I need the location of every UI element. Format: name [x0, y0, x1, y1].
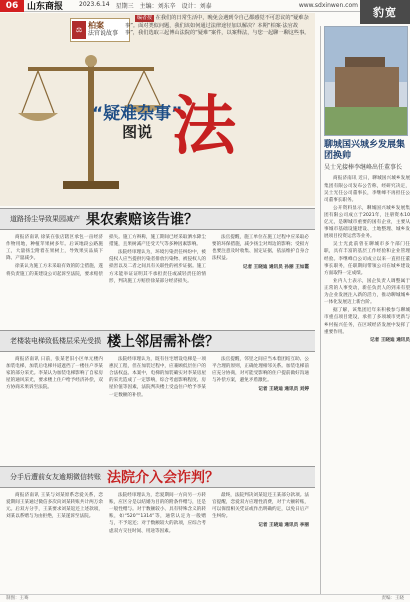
right-article-paragraph: 商报济南讯 近日，聊城国兴城乡发展集团有限公司发布公告称，经研究决定，吴士光任公司董事长，李继峰不再担任公司董事长职务。	[324, 176, 410, 203]
article-3-paragraph: 最终，法院判决刘某返还王某部分款项。法官提醒，恋爱双方应理性消费，对于大额转账，可以保留相关凭证或作出明确约定，以免日后产生纠纷。	[212, 493, 309, 520]
page-footer	[0, 594, 410, 602]
article-3-header	[0, 466, 315, 488]
column-name: 柏案	[88, 21, 104, 31]
layout-credit: 设计：刘泰	[181, 3, 212, 10]
hero-title-line2: 图说	[122, 122, 153, 141]
newspaper-name: 山东商报	[27, 2, 64, 12]
footer-left: 制图：王骞	[6, 596, 29, 601]
article-3-kicker: 分手后遭前女友逾期微信转账	[10, 473, 101, 481]
column-logo	[70, 18, 130, 42]
article-1-byline: 记者 王晓迪 通讯员 孙丽 王如霞	[242, 265, 309, 271]
article-1-headline: 果农索赔该告谁？	[86, 212, 198, 228]
article-3-body	[0, 488, 315, 592]
article-2-byline: 记者 王晓迪 通讯员 刘婷	[258, 387, 309, 393]
section-tab: 豹宽	[360, 0, 410, 24]
article-1-kicker: 道路扬尘导致果园减产	[10, 215, 80, 223]
article-2-paragraph: 法院经审理认为，既有住宅增设电梯是一项惠民工程，但在加装过程中，应兼顾低层住户的合法权益。本案中，电梯的加装确实对李某房屋的采光造成了一定影响，综合考虑影响程度、房屋价值等因素，法院判决楼上受益住户给予李某一定数额的补偿。	[109, 357, 206, 398]
article-1-paragraph: 法官提醒，施工单位在施工过程中应采取必要的环保措施，减少扬尘对周边的影响；受损方也要注意及时收集、固定证据，依法维护自身合法权益。	[212, 235, 309, 262]
hero-title-line1: “疑难杂事”	[92, 104, 183, 124]
column-subname: 法官说故事	[88, 30, 119, 38]
article-3-paragraph: 法院经审理认为，恋爱期间一方向另一方转账，应区分是以结婚为目的的附条件赠与，还是一般性赠与。对于数额较小、具有特殊含义的转账，如“520”“1314”等，通常认定为一般赠与，不予返还；对于数额较大的款项，应综合考虑双方交往时间、用途等因素。	[109, 493, 206, 534]
article-2-header	[0, 330, 315, 352]
article-1-paragraph: 徐某认为施工方未采取有效的防尘措施，遂将负责施工的某建设公司起诉至法院，要求赔偿损失。施工方辩称，施工期间已经采取洒水降尘措施，且果树减产还受天气等多种因素影响。	[6, 235, 206, 277]
right-article-body	[324, 175, 410, 344]
right-article-paragraph: 吴士光此前曾在聊城市多个部门任职，具有丰富的基层工作经验和企业管理经验。李继峰自公司成立以来一直担任董事长职务，任职期间带领公司在城乡建设方面取得一定成绩。	[324, 242, 410, 276]
right-article-paragraph: 公开资料显示，聊城国兴城乡发展集团有限公司成立于2021年，注册资本10亿元，是聊城市重要的国有企业，主要从事城市基础设施建设、土地整理、城乡发展项目投资运营等业务。	[324, 205, 410, 240]
editor-credit: 主编：刘东辛	[139, 3, 176, 10]
issue-date: 2023.6.14	[79, 1, 110, 8]
page-header	[0, 0, 410, 12]
article-2-body	[0, 352, 315, 462]
right-article-byline: 记者 王晓迪 通讯员	[370, 337, 410, 343]
article-1-paragraph: 法院经审理认为，环境污染责任纠纷中，被侵权人应当提供污染者排放污染物、被侵权人的损害以及二者之间具有关联性的初步证据。施工方未能举证证明其不承担责任或减轻责任的情形，判决施工方赔偿徐某部分经济损失。	[109, 250, 206, 284]
editor-note-tag: 编者按	[137, 15, 153, 21]
article-2-paragraph: 法官提醒，邻里之间应当本着团结互助、公平合理的原则，正确处理相邻关系。加装电梯前应充分协商，对可能受影响的住户提前做好沟通与补偿方案，避免矛盾激化。	[212, 357, 309, 384]
right-article-paragraph: 业内人士表示，国企负责人调整属于正常的人事变动，新任负责人的到来有望为企业发展注入新的活力，推动聊城城乡一体化发展迈上新台阶。	[324, 278, 410, 306]
article-2-headline: 楼上邻居需补偿？	[107, 334, 219, 350]
gavel-icon: ⚖	[72, 21, 86, 39]
hero-graphic	[0, 13, 315, 206]
article-1-body	[0, 230, 315, 328]
page-number: 06	[0, 0, 24, 12]
editor-note	[125, 15, 311, 38]
footer-right: 责编：王晓	[381, 596, 404, 601]
right-article-title: 聊城国兴城乡发展集团换帅	[324, 140, 406, 161]
article-3-paragraph: 商报济南讯 王某与刘某原系恋爱关系，恋爱期间王某通过微信多次向刘某转账共计两万余元。后双方分手，王某要求刘某返还上述款项，刘某以系赠与为由拒绝，王某遂诉至法院。	[6, 493, 103, 520]
right-article-subtitle: 吴士光接棒李继峰出任董事长	[324, 163, 403, 171]
article-3-headline: 法院介入会诈判？	[107, 470, 219, 486]
header-meta	[79, 1, 212, 10]
hero-title	[92, 105, 182, 140]
editor-note-text: 在我们的日常生活中，晚免会遇到令自己都感觉不可思议的“疑难杂事”。面对类似问题，我们该如何通过法律途径加以解决？本期“柏案·法官故事”，我们选取三起博山法院的“疑难”案件，以案释法，与您一起聊一聊这些事。	[125, 15, 310, 37]
article-3-byline: 记者 王晓迪 通讯员 李丽	[258, 523, 309, 529]
article-2-paragraph: 商报济南讯 日前，张某老旧小区单元楼内加装电梯，加装后电梯井道遮挡了一楼住户李某家的部分采光。李某认为加装电梯影响了自家房屋的通风采光，要求楼上住户给予经济补偿，双方协商未果诉至法院。	[6, 357, 103, 391]
right-column-article	[320, 26, 410, 594]
hero-big-character: 法	[172, 89, 236, 164]
article-2-kicker: 老楼装电梯致低楼层采光受损	[10, 337, 101, 345]
site-url: www.sdxinwen.com	[298, 2, 358, 9]
issue-weekday: 星期三	[115, 3, 134, 10]
article-1-header	[0, 208, 315, 230]
article-1-paragraph: 商报济南讯 徐某在张店辖区承包一亩经济作物用地，种植苹果树多年。后该地段公路施工，大量扬尘附着在果树上，导致果实品质下降、产量减少。	[6, 235, 103, 262]
right-article-paragraph: 据了解，该集团近年来积极参与聊城市重点项目建设，承担了多项城市更新与乡村振兴任务，在区域经济发展中发挥了重要作用。	[324, 308, 410, 335]
news-photo	[324, 26, 408, 136]
